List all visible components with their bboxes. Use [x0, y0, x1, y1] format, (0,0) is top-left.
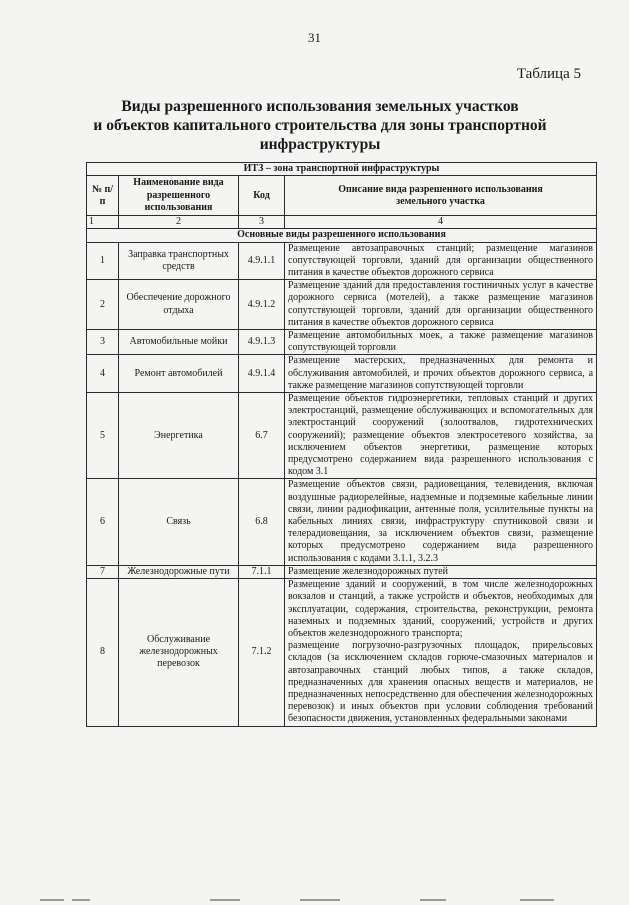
row-code: 6.7 — [239, 393, 285, 479]
zone-title: ИТЗ – зона транспортной инфраструктуры — [87, 163, 597, 176]
header-row — [87, 176, 597, 216]
row-desc — [285, 393, 597, 479]
row-num: 7 — [87, 565, 119, 578]
table-row — [87, 330, 597, 355]
header-code: Код — [239, 176, 285, 216]
desc-paragraph: размещение погрузочно-разгрузочных площадок, прирельсовых складов (за исключением складов горюче-смазочных материалов и автозаправочных станций любых типов, а также складов, предназначенных для хранения опасных веществ и материалов, не предназначенных непосредственно для обеспечения железнодорожных перевозок) и иных объектов при условии соблюдения требований безопасности движения, установленных федеральными законами — [288, 640, 594, 725]
desc-paragraph: Размещение объектов гидроэнергетики, тепловых станций и других электростанций, размещение обслуживающих и вспомогательных для электростанций сооружений (золоотвалов, гидротехнических сооружений); размещение объектов электросетевого хозяйства, за исключением объектов энергетики, размещение которых предусмотрено содержанием вида разрешенного использования с кодом 3.1 — [288, 393, 594, 478]
header-name: Наименование вида разрешенного использования — [119, 176, 239, 216]
document-title — [70, 97, 570, 154]
section-row — [87, 229, 597, 242]
row-code: 4.9.1.4 — [239, 355, 285, 393]
desc-paragraph: Размещение объектов связи, радиовещания, телевидения, включая воздушные радиорелейные, надземные и подземные кабельные линии связи, линии радиофикации, антенные поля, усилительные пункты на кабельных линиях связи, инфраструктуру спутниковой связи и телерадиовещания, за исключением объектов связи, размещение которых предусмотрено содержанием вида разрешенного использования с кодами 3.1.1, 3.2.3 — [288, 479, 594, 564]
column-number: 1 — [87, 216, 119, 229]
row-name: Железнодорожные пути — [119, 565, 239, 578]
row-num: 2 — [87, 280, 119, 330]
row-code: 4.9.1.1 — [239, 242, 285, 280]
table-row — [87, 280, 597, 330]
row-num: 3 — [87, 330, 119, 355]
desc-paragraph: Размещение зданий и сооружений, в том числе железнодорожных вокзалов и станций, а также устройств и объектов, необходимых для эксплуатации, содержания, строительства, реконструкции, ремонта наземных и подземных зданий, сооружений, устройств и других объектов железнодорожного транспорта; — [288, 579, 594, 639]
column-number: 3 — [239, 216, 285, 229]
row-num: 5 — [87, 393, 119, 479]
row-name: Автомобильные мойки — [119, 330, 239, 355]
row-name: Связь — [119, 479, 239, 565]
row-code: 7.1.1 — [239, 565, 285, 578]
zone-title-row — [87, 163, 597, 176]
row-num: 1 — [87, 242, 119, 280]
table-row — [87, 565, 597, 578]
table-row — [87, 393, 597, 479]
row-desc — [285, 330, 597, 355]
desc-paragraph: Размещение автозаправочных станций; размещение магазинов сопутствующей торговли, зданий для организации общественного питания в качестве объектов дорожного сервиса — [288, 242, 594, 279]
header-desc: Описание вида разрешенного использования земельного участка — [285, 176, 597, 216]
row-num: 8 — [87, 579, 119, 726]
row-desc — [285, 355, 597, 393]
title-line: Виды разрешенного использования земельных участков — [121, 98, 519, 115]
row-num: 6 — [87, 479, 119, 565]
column-number: 2 — [119, 216, 239, 229]
row-name: Обеспечение дорожного отдыха — [119, 280, 239, 330]
row-code: 4.9.1.2 — [239, 280, 285, 330]
desc-paragraph: Размещение мастерских, предназначенных для ремонта и обслуживания автомобилей, и прочих объектов дорожного сервиса, а также размещение магазинов сопутствующей торговли — [288, 355, 594, 391]
row-desc — [285, 565, 597, 578]
desc-paragraph: Размещение зданий для предоставления гостиничных услуг в качестве дорожного сервиса (мотелей), а также размещение магазинов сопутствующей торговли, зданий для организации общественного питания в качестве объектов дорожного сервиса — [288, 280, 594, 328]
header-num: № п/п — [87, 176, 119, 216]
section-title: Основные виды разрешенного использования — [87, 229, 597, 242]
scan-edge-marks — [0, 897, 629, 905]
row-name: Обслуживание железнодорожных перевозок — [119, 579, 239, 726]
desc-paragraph: Размещение железнодорожных путей — [288, 565, 448, 577]
row-num: 4 — [87, 355, 119, 393]
row-name: Ремонт автомобилей — [119, 355, 239, 393]
row-name: Заправка транспортных средств — [119, 242, 239, 280]
table-caption: Таблица 5 — [516, 66, 581, 82]
title-line: инфраструктуры — [259, 136, 381, 153]
title-line: и объектов капитального строительства для зоны транспортной — [93, 117, 547, 134]
page-number: 31 — [308, 30, 321, 45]
row-name: Энергетика — [119, 393, 239, 479]
row-code: 4.9.1.3 — [239, 330, 285, 355]
row-code: 6.8 — [239, 479, 285, 565]
row-desc — [285, 280, 597, 330]
desc-paragraph: Размещение автомобильных моек, а также размещение магазинов сопутствующей торговли — [288, 330, 594, 354]
row-desc — [285, 242, 597, 280]
column-number: 4 — [285, 216, 597, 229]
table-row — [87, 242, 597, 280]
table-row — [87, 355, 597, 393]
row-code: 7.1.2 — [239, 579, 285, 726]
land-use-table — [86, 162, 597, 727]
table-row — [87, 479, 597, 565]
table-row — [87, 579, 597, 726]
row-desc — [285, 579, 597, 726]
row-desc — [285, 479, 597, 565]
column-numbers-row — [87, 216, 597, 229]
